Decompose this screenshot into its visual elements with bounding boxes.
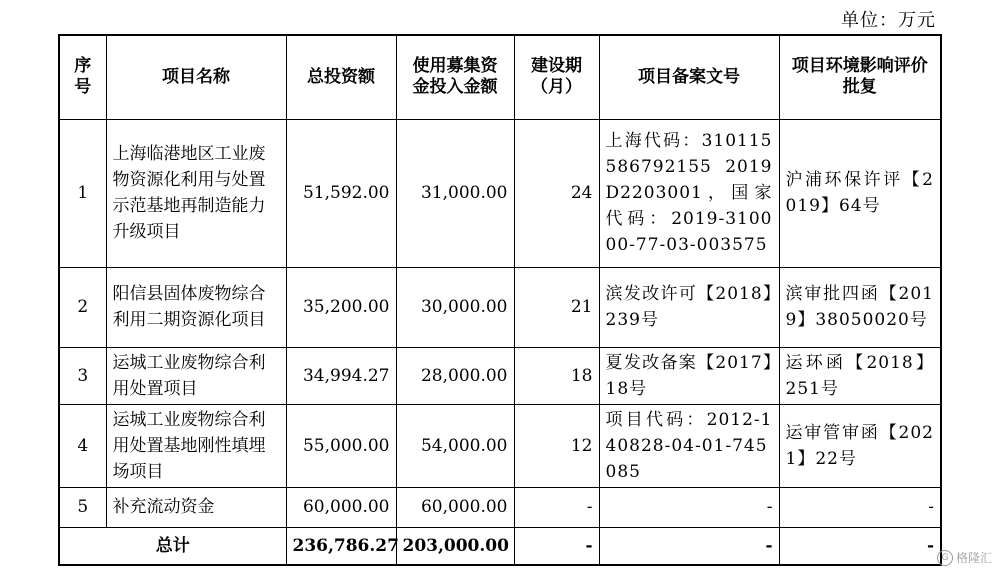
- total-period: -: [514, 527, 599, 565]
- row-seq: 4: [59, 404, 106, 487]
- row-construction-period: 21: [514, 267, 599, 347]
- row-eia-approval: 运环函【2018】251号: [779, 347, 941, 404]
- watermark-text: 格隆汇: [955, 551, 992, 565]
- header-seq: 序号: [59, 35, 106, 119]
- row-construction-period: -: [514, 487, 599, 527]
- table-row: [59, 267, 941, 347]
- row-seq: 5: [59, 487, 106, 527]
- row-project-name: 运城工业废物综合利用处置基地刚性填埋场项目: [106, 404, 286, 487]
- row-seq: 1: [59, 119, 106, 267]
- row-project-name: 上海临港地区工业废物资源化利用与处置示范基地再制造能力升级项目: [106, 119, 286, 267]
- row-filing-number: 项目代码：2012-140828-04-01-745085: [599, 404, 779, 487]
- row-total-investment: 34,994.27: [286, 347, 396, 404]
- row-eia-approval: 运审管审函【2021】22号: [779, 404, 941, 487]
- table-row: [59, 404, 941, 487]
- row-filing-number: 夏发改备案【2017】18号: [599, 347, 779, 404]
- row-construction-period: 12: [514, 404, 599, 487]
- total-eia: -: [779, 527, 941, 565]
- row-eia-approval: 沪浦环保许评【2019】64号: [779, 119, 941, 267]
- row-total-investment: 51,592.00: [286, 119, 396, 267]
- row-raised-funds: 28,000.00: [396, 347, 514, 404]
- table-row: [59, 347, 941, 404]
- watermark-logo-icon: G: [937, 550, 953, 566]
- row-raised-funds: 30,000.00: [396, 267, 514, 347]
- header-name: 项目名称: [106, 35, 286, 119]
- watermark: [937, 549, 992, 566]
- row-raised-funds: 31,000.00: [396, 119, 514, 267]
- header-eia: 项目环境影响评价批复: [779, 35, 941, 119]
- unit-label: 单位：万元: [841, 10, 936, 31]
- total-investment-sum: 236,786.27: [286, 527, 396, 565]
- row-project-name: 运城工业废物综合利用处置项目: [106, 347, 286, 404]
- row-raised-funds: 54,000.00: [396, 404, 514, 487]
- total-row: [59, 527, 941, 565]
- row-total-investment: 60,000.00: [286, 487, 396, 527]
- header-raised: 使用募集资金投入金额: [396, 35, 514, 119]
- row-eia-approval: 滨审批四函【2019】38050020号: [779, 267, 941, 347]
- header-period: 建设期（月）: [514, 35, 599, 119]
- row-total-investment: 35,200.00: [286, 267, 396, 347]
- fundraising-projects-table: [58, 34, 942, 566]
- row-seq: 3: [59, 347, 106, 404]
- row-eia-approval: -: [779, 487, 941, 527]
- row-construction-period: 24: [514, 119, 599, 267]
- row-project-name: 阳信县固体废物综合利用二期资源化项目: [106, 267, 286, 347]
- total-raised-sum: 203,000.00: [396, 527, 514, 565]
- row-filing-number: -: [599, 487, 779, 527]
- table-row: [59, 119, 941, 267]
- row-total-investment: 55,000.00: [286, 404, 396, 487]
- row-raised-funds: 60,000.00: [396, 487, 514, 527]
- total-filing: -: [599, 527, 779, 565]
- header-filing: 项目备案文号: [599, 35, 779, 119]
- header-row: [59, 35, 941, 119]
- header-total: 总投资额: [286, 35, 396, 119]
- row-filing-number: 上海代码：310115586792155 2019D2203001，国家代码：2019-310000-77-03-003575: [599, 119, 779, 267]
- row-construction-period: 18: [514, 347, 599, 404]
- total-label: 总计: [59, 527, 286, 565]
- row-filing-number: 滨发改许可【2018】239号: [599, 267, 779, 347]
- row-project-name: 补充流动资金: [106, 487, 286, 527]
- row-seq: 2: [59, 267, 106, 347]
- table-row: [59, 487, 941, 527]
